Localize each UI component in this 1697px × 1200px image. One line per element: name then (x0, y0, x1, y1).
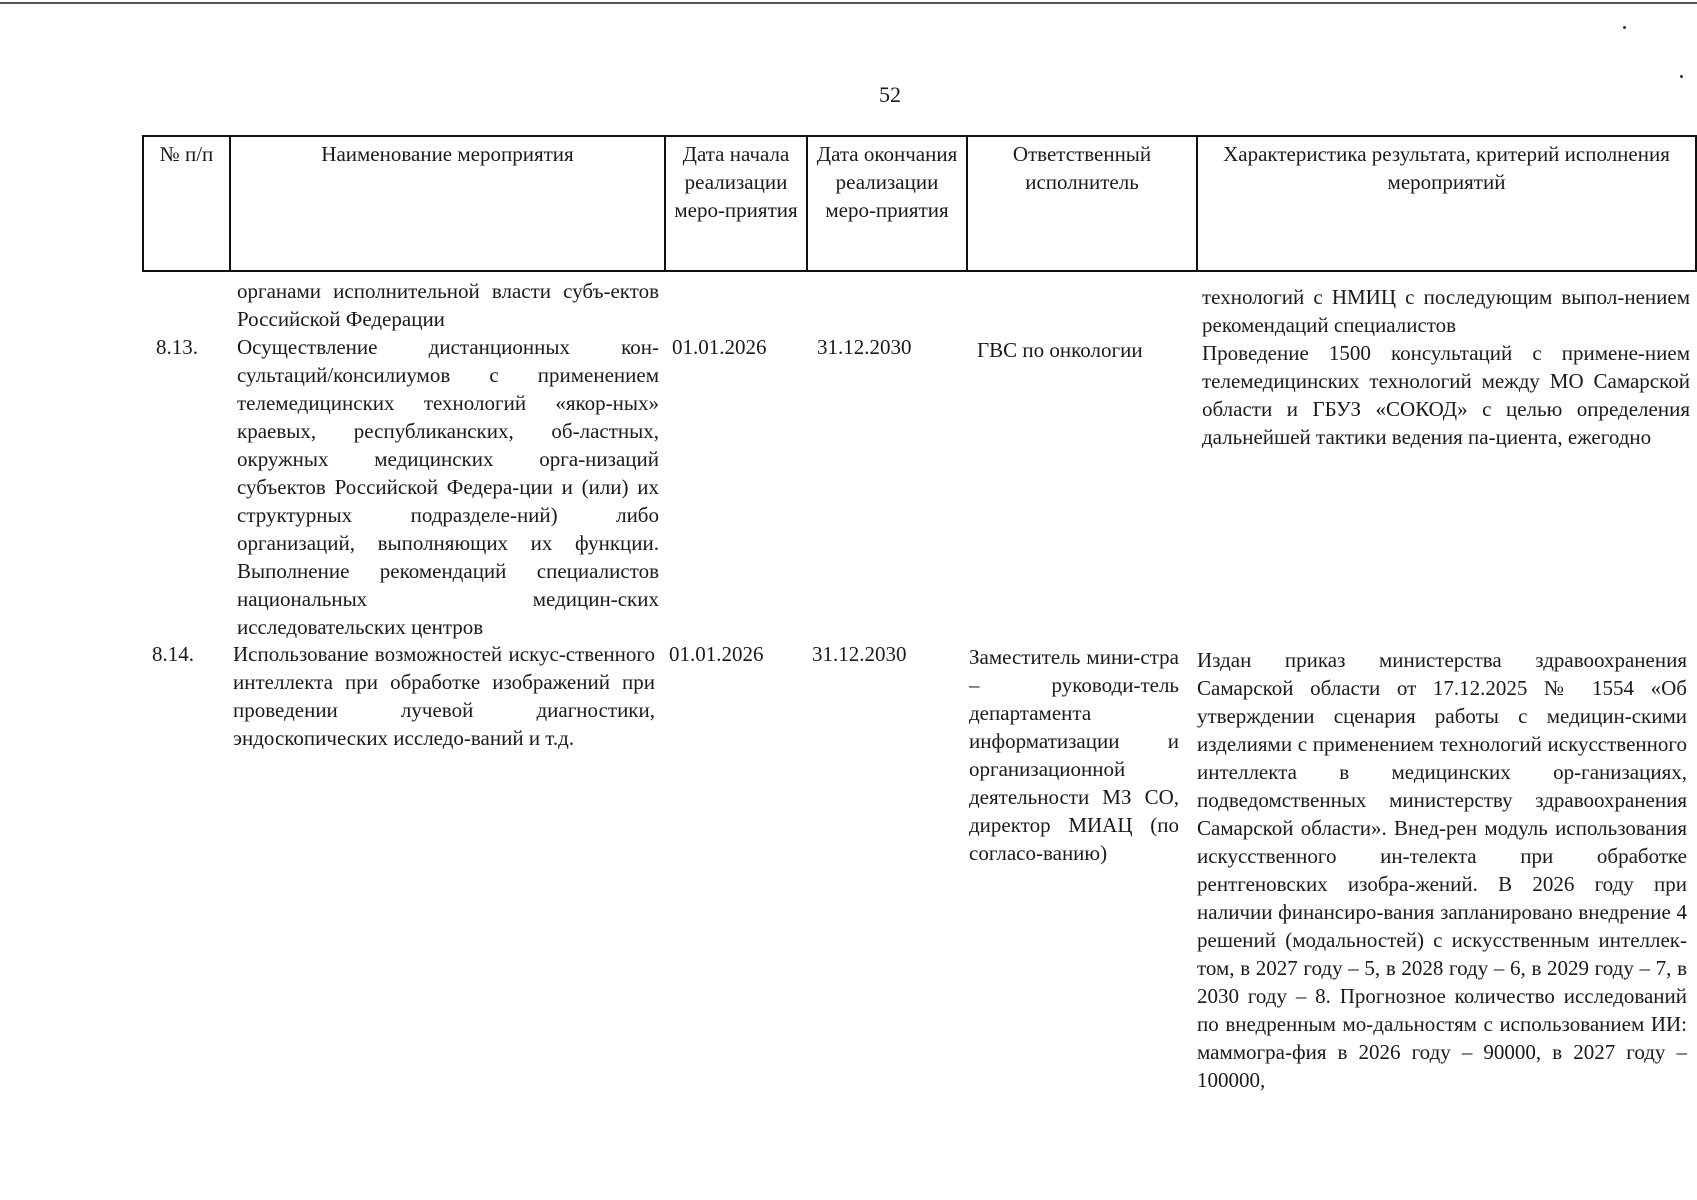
page-number: 52 (879, 82, 901, 107)
header-result: Характеристика результата, критерий исполнения мероприятий (1196, 135, 1697, 272)
scan-speck (1680, 75, 1683, 78)
row-8-13-num: 8.13. (156, 335, 198, 359)
page-top-rule (0, 2, 1697, 4)
header-end-date: Дата окончания реализации меро-приятия (806, 135, 966, 272)
row-8-14-result: Издан приказ министерства здравоохранения Самарской области от 17.12.2025 № 1554 «Об утверждении сценария работы с медицин-скими изделиями с применением технологий искусственного интеллекта в медицинских ор-ганизациях, подведомственных министерству здравоохранения Самарской области». Внед-рен модуль использования искусственного ин-телекта при обработке рентгеновских изобра-жений. В 2026 году при наличии финансиро-вания запланировано внедрение 4 решений (модальностей) с искусственным интеллек-том, в 2027 году – 5, в 2028 году – 6, в 2029 году – 7, в 2030 году – 8. Прогнозное количество исследований по внедренным мо-дальностям с использованием ИИ: маммогра-фия в 2026 году – 90000, в 2027 году – 100000, (1197, 648, 1687, 1092)
header-name: Наименование мероприятия (229, 135, 664, 272)
scan-speck (1623, 26, 1626, 29)
row-8-14-num: 8.14. (152, 642, 194, 666)
row-8-13-responsible: ГВС по онкологии (977, 338, 1143, 362)
row-8-14-start-date: 01.01.2026 (669, 642, 764, 666)
row-8-13-start-date: 01.01.2026 (672, 335, 767, 359)
continuation-name: органами исполнительной власти субъ-ектов Российской Федерации (237, 279, 659, 331)
row-8-14-name: Использование возможностей искус-ственного интеллекта при обработке изображений при проведении лучевой диагностики, эндоскопических исследо-ваний и т.д. (233, 642, 655, 750)
row-8-13-result: Проведение 1500 консультаций с примене-нием телемедицинских технологий между МО Самарской области и ГБУЗ «СОКОД» с целью определения дальнейшей тактики ведения па-циента, ежегодно (1202, 341, 1690, 449)
header-responsible: Ответственный исполнитель (966, 135, 1196, 272)
row-8-14-end-date: 31.12.2030 (812, 642, 907, 666)
row-8-13-name: Осуществление дистанционных кон-сультаций/консилиумов с применением телемедицинских технологий «якор-ных» краевых, республиканских, об-ластных, окружных медицинских орга-низаций субъектов Российской Федера-ции и (или) их структурных подразделе-ний) либо организаций, выполняющих их функции. Выполнение рекомендаций специалистов национальных медицин-ских исследовательских центров (237, 335, 659, 639)
header-start-date: Дата начала реализации меро-приятия (664, 135, 806, 272)
continuation-result: технологий с НМИЦ с последующим выпол-нением рекомендаций специалистов (1202, 285, 1690, 337)
row-8-14-responsible: Заместитель мини-стра – руководи-тель департамента информатизации и организационной деятельности МЗ СО, директор МИАЦ (по согласо-ванию) (969, 645, 1179, 865)
header-num: № п/п (142, 135, 229, 272)
row-8-13-end-date: 31.12.2030 (817, 335, 912, 359)
